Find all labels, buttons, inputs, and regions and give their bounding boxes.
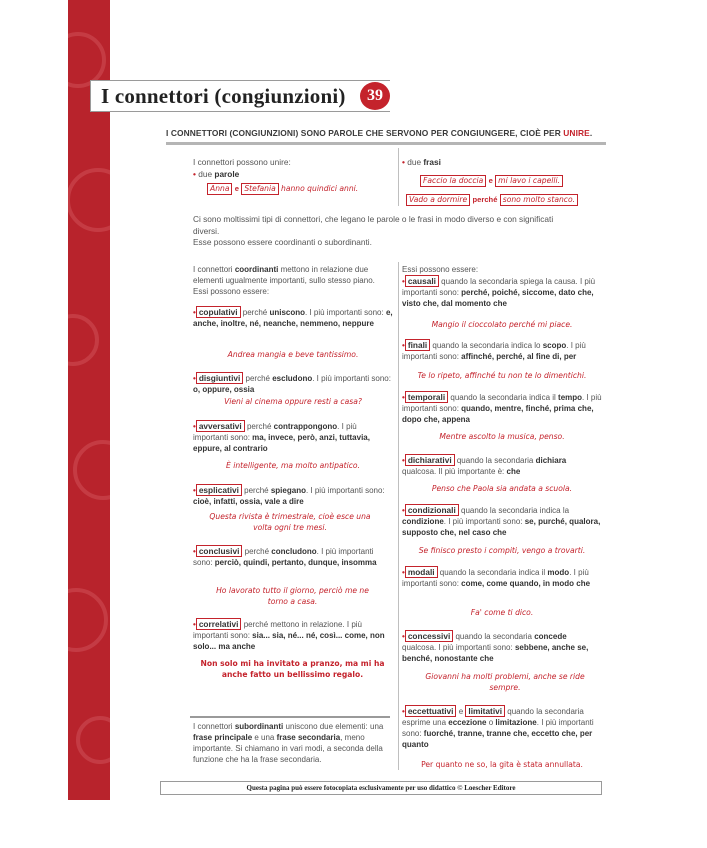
bullet-icon: • [193, 547, 196, 556]
bullet-bold: frasi [423, 157, 441, 167]
example-sentence: Questa rivista è trimestrale, cioè esce una volta ogni tre mesi. [209, 512, 371, 532]
intro-text: , meno importante. Si chiamano in vari modi, a seconda della funzione che ha la frase secondaria. [193, 733, 383, 764]
example-box: Stefania [241, 183, 278, 195]
example-sentence: Vieni al cinema oppure resti a casa? [224, 397, 362, 406]
item-bold: eccezione [448, 718, 487, 727]
intro-line: I connettori possono unire: [193, 157, 291, 167]
right-item-5 [402, 566, 602, 589]
item-text: . I più importanti sono: [305, 308, 386, 317]
bullet-icon: • [402, 506, 405, 515]
intro-left [193, 157, 393, 195]
example-rest: hanno quindici anni. [281, 184, 359, 193]
example-box: Anna [207, 183, 232, 195]
example-box: Faccio la doccia [420, 175, 486, 187]
bullet-icon: • [193, 486, 196, 495]
term-box: avversativi [196, 420, 245, 432]
item-text: qualcosa. Il più importante è: [402, 467, 507, 476]
lead-highlight: UNIRE [563, 128, 590, 138]
middle-line: Ci sono moltissimi tipi di connettori, che legano le parole o le frasi in modo diverso e con significati [193, 214, 554, 224]
example-sentence: Mentre ascolto la musica, penso. [439, 432, 565, 441]
term-box: finali [405, 339, 430, 351]
middle-line: diversi. [193, 225, 220, 236]
item-bold: modo [547, 568, 570, 577]
term-box: dichiarativi [405, 454, 455, 466]
item-verb: escludono [272, 374, 313, 383]
item-verb: uniscono [269, 308, 306, 317]
term-box: esplicativi [196, 484, 242, 496]
bullet-icon: • [402, 157, 405, 167]
bullet-icon: • [402, 277, 405, 286]
bullet-icon: • [402, 341, 405, 350]
title-box [90, 80, 390, 112]
left-item-2 [193, 420, 393, 454]
item-bold: concede [534, 632, 567, 641]
item-text: quando la secondaria [453, 632, 535, 641]
intro-text: I connettori [193, 265, 235, 274]
left-item-3 [193, 484, 393, 507]
term-box: conclusivi [196, 545, 243, 557]
left-item-4 [193, 545, 393, 568]
item-text: . I più importanti sono: [402, 341, 586, 361]
item-text: quando la secondaria indica la [458, 506, 570, 515]
item-text: e [458, 707, 464, 716]
item-text: quando la secondaria indica il [448, 393, 559, 402]
bullet-icon: • [402, 568, 405, 577]
middle-paragraph [193, 214, 605, 249]
example-box: mi lavo i capelli. [495, 175, 563, 187]
example-sentence: Non solo mi ha invitato a pranzo, ma mi ha anche fatto un bellissimo regalo. [200, 659, 385, 679]
intro-text: mettono in relazione due elementi ugualmente importanti, sullo stesso piano. Essi possono essere: [193, 265, 375, 296]
lead-sentence [166, 128, 606, 138]
item-text: quando la secondaria [454, 456, 536, 465]
item-verb: spiegano [270, 486, 306, 495]
example-sentence: Penso che Paola sia andata a scuola. [431, 484, 573, 493]
item-text: quando la secondaria indica il [437, 568, 548, 577]
item-text: . I più importanti sono: [402, 393, 602, 413]
item-text: o [486, 718, 496, 727]
item-text: . I più importanti sono: [402, 568, 589, 588]
term-box: correlativi [196, 618, 242, 630]
example-sentence: Mangio il cioccolato perché mi piace. [431, 320, 573, 329]
item-list: perché, poiché, siccome, dato che, visto che, dal momento che [402, 288, 594, 308]
item-text: . I più importanti sono: [402, 718, 594, 738]
item-list: quando, mentre, finché, prima che, dopo che, appena [402, 404, 594, 424]
item-text: quando la secondaria esprime una [402, 707, 584, 727]
bullet-bold: parole [214, 168, 240, 179]
intro-text: I connettori [193, 722, 235, 731]
term-box: temporali [405, 391, 448, 403]
item-text: . I più importanti sono: [443, 517, 525, 526]
intro-bold: coordinanti [234, 265, 279, 274]
bullet-text: due [198, 168, 215, 179]
left-item-5 [193, 618, 393, 652]
subordinanti-intro [193, 721, 393, 765]
copyright-footer: Questa pagina può essere fotocopiata esclusivamente per uso didattico © Loescher Editore [160, 781, 602, 795]
item-text: perché mettono in relazione [241, 620, 343, 629]
item-text: . I più importanti sono: [312, 374, 391, 383]
item-text: . I più importanti sono: [193, 547, 374, 567]
column-divider [398, 148, 399, 206]
bullet-icon: • [193, 620, 196, 629]
item-list: ma, invece, però, anzi, tuttavia, eppure, al contrario [193, 433, 370, 453]
term-box: concessivi [405, 630, 453, 642]
term-box: condizionali [405, 504, 459, 516]
item-bold: limitazione [495, 718, 537, 727]
item-list: sia... sia, né... né, così... come, non solo... ma anche [193, 631, 385, 651]
example-box: sono molto stanco. [500, 194, 578, 206]
example-connector: e [234, 184, 240, 193]
item-verb: concludono [271, 547, 317, 556]
item-list: come, come quando, in modo che [461, 579, 591, 588]
right-item-3 [402, 454, 602, 477]
item-text: . I più importanti sono: [193, 620, 363, 640]
bullet-icon: • [402, 632, 405, 641]
item-list: che [506, 467, 521, 476]
item-list: se, purché, qualora, supposto che, nel caso che [402, 517, 601, 537]
intro-bold: frase principale [193, 733, 253, 742]
item-list: perciò, quindi, pertanto, dunque, insomma [214, 558, 377, 567]
page-number-badge: 39 [360, 82, 390, 110]
item-text: perché [244, 422, 274, 431]
middle-line: Esse possono essere coordinanti o subordinanti. [193, 237, 372, 247]
item-list: fuorché, tranne, tranne che, eccetto che, per quanto [402, 729, 593, 749]
bullet-icon: • [193, 308, 196, 317]
item-list: affinché, perché, al fine di, per [461, 352, 577, 361]
example-connector: e [488, 175, 493, 185]
lead-text: I CONNETTORI (CONGIUNZIONI) SONO PAROLE CHE SERVONO PER CONGIUNGERE, CIOÈ PER [166, 128, 564, 138]
column-divider [398, 262, 399, 770]
intro-right [402, 157, 602, 206]
lead-divider [166, 142, 606, 145]
example-sentence: Andrea mangia e beve tantissimo. [227, 350, 359, 359]
term-box: modali [405, 566, 438, 578]
right-item-6 [402, 630, 602, 664]
item-text: perché [241, 486, 271, 495]
left-item-0 [193, 306, 393, 329]
term-box: limitativi [465, 705, 505, 717]
example-sentence: Se finisco presto i compiti, vengo a trovarti. [418, 546, 586, 555]
right-item-1 [402, 339, 602, 362]
item-text: perché [240, 308, 270, 317]
term-box: eccettuativi [405, 705, 457, 717]
term-box: causali [405, 275, 439, 287]
item-text: . I più importanti sono: [193, 422, 357, 442]
bullet-icon: • [193, 422, 196, 431]
example-sentence: È intelligente, ma molto antipatico. [226, 461, 360, 470]
example-sentence: Fa' come ti dico. [470, 608, 534, 617]
item-bold: condizione [402, 517, 444, 526]
item-list: sebbene, anche se, benché, nonostante che [402, 643, 589, 663]
intro-bold: frase secondaria [276, 733, 341, 742]
item-text: qualcosa. I più importanti sono: [402, 643, 515, 652]
subordinanti-types-intro: Essi possono essere: [402, 265, 479, 274]
item-verb: contrappongono [273, 422, 338, 431]
term-box: copulativi [196, 306, 241, 318]
item-text: quando la secondaria indica lo [430, 341, 543, 350]
item-bold: scopo [542, 341, 567, 350]
circles-pattern-icon [68, 0, 110, 800]
intro-text: uniscono due elementi: una [283, 722, 384, 731]
item-list: cioè, infatti, ossia, vale a dire [193, 497, 304, 506]
bullet-icon: • [402, 393, 405, 402]
term-box: disgiuntivi [196, 372, 244, 384]
bullet-icon: • [193, 168, 196, 179]
bullet-icon: • [193, 374, 196, 383]
item-text: perché [242, 547, 272, 556]
lead-end: . [589, 128, 593, 138]
bullet-icon: • [402, 456, 405, 465]
item-text: . I più importanti sono: [305, 486, 385, 495]
intro-bold: subordinanti [234, 722, 284, 731]
section-divider [190, 716, 390, 718]
item-bold: dichiara [535, 456, 567, 465]
item-list: e, anche, inoltre, né, neanche, nemmeno, neppure [193, 308, 393, 328]
left-item-1 [193, 372, 393, 395]
item-list: o, oppure, ossia [193, 385, 255, 394]
example-connector: perché [472, 194, 498, 204]
right-item-4 [402, 504, 602, 538]
example-sentence: Ho lavorato tutto il giorno, perciò me ne torno a casa. [216, 586, 369, 606]
right-item-2 [402, 391, 602, 425]
item-text: perché [243, 374, 273, 383]
example-sentence: Giovanni ha molti problemi, anche se ride sempre. [425, 672, 585, 692]
item-bold: tempo [558, 393, 583, 402]
right-item-7 [402, 705, 602, 750]
intro-text: e una [252, 733, 277, 742]
decorative-strip [68, 0, 110, 800]
bullet-text: due [407, 157, 424, 167]
example-sentence: Per quanto ne so, la gita è stata annullata. [421, 760, 583, 769]
example-box: Vado a dormire [406, 194, 470, 206]
right-item-0 [402, 275, 602, 309]
coordinanti-intro [193, 264, 391, 297]
example-sentence: Te lo ripeto, affinché tu non te lo dimentichi. [417, 371, 587, 380]
item-text: quando la secondaria spiega la causa. I più importanti sono: [402, 277, 596, 297]
bullet-icon: • [402, 707, 405, 716]
page-title: I connettori (congiunzioni) [101, 83, 346, 108]
